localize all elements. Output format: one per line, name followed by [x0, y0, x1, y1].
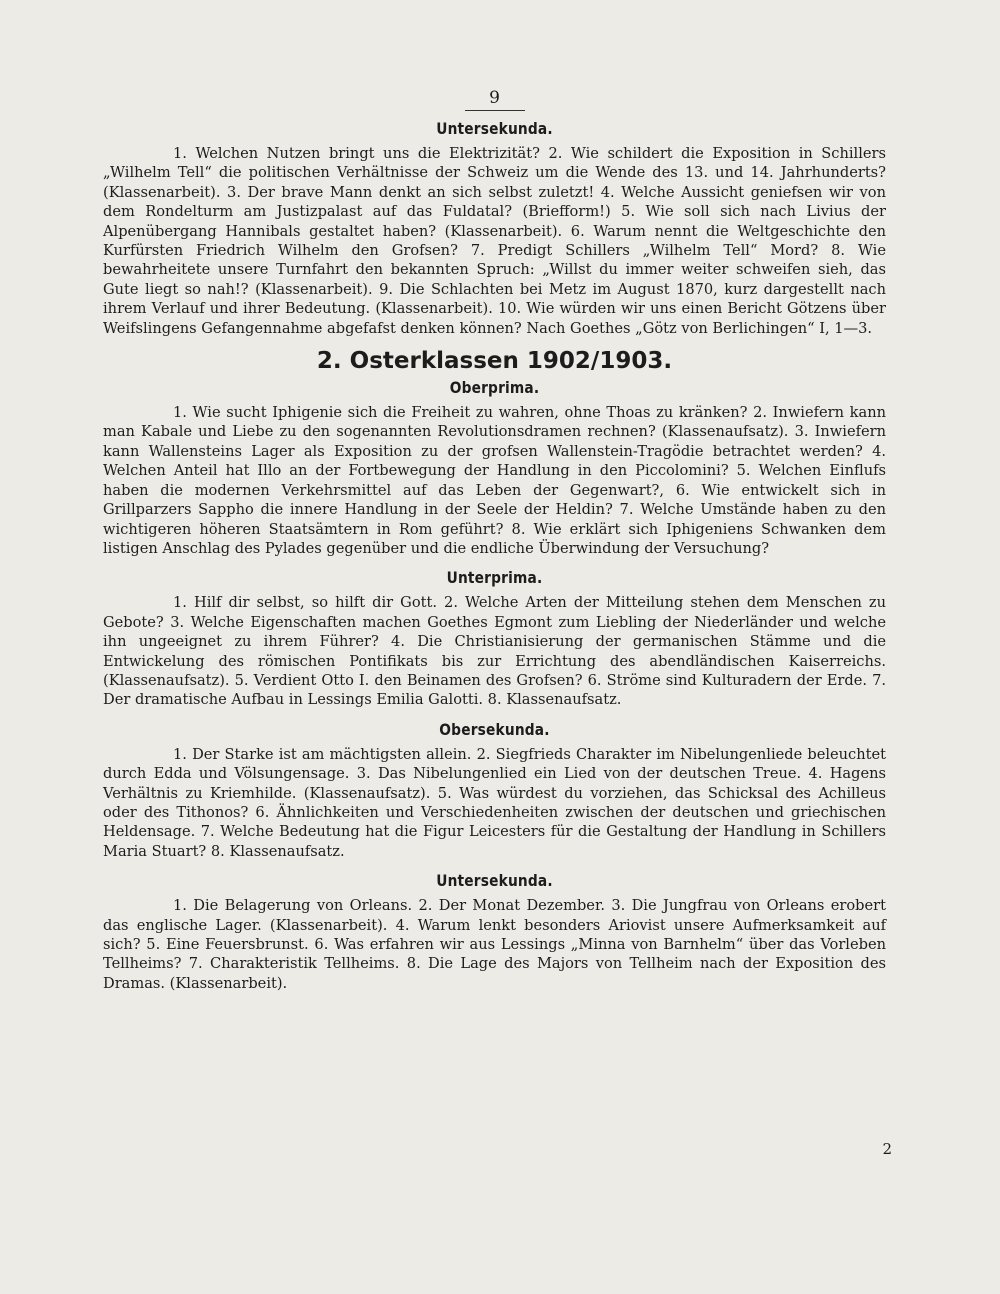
topics-oberprima: 1. Wie sucht Iphigenie sich die Freiheit zu wahren, ohne Thoas zu kränken? 2. Inwiefern kann man Kabale und Liebe zu den sogenannten Revolutionsdramen rechnen? (Klassenaufsatz). 3. Inwiefern kann Wallensteins Lager als Exposition zu der grofsen Wallenstein-Tragödie betrachtet werden? 4. Welchen Anteil hat Illo an der Fortbewegung der Handlung in den Piccolomini? 5. Welchen Einflufs haben die modernen Verkehrsmittel auf das Leben der Gegenwart?, 6. Wie entwickelt sich in Grillparzers Sappho die innere Handlung in der Seele der Heldin? 7. Welche Umstände haben zu den wichtigeren höheren Staatsämtern in Rom geführt? 8. Wie erklärt sich Iphigeniens Schwanken dem listigen Anschlag des Pylades gegenüber und die endliche Überwindung der Versuchung? [103, 404, 886, 557]
heading-untersekunda-1: Untersekunda. [436, 119, 553, 138]
topics-unterprima: 1. Hilf dir selbst, so hilft dir Gott. 2. Welche Arten der Mitteilung stehen dem Menschen zu Gebote? 3. Welche Eigenschaften machen Goethes Egmont zum Liebling der Niederländer und welche ihn ungeeignet zu ihrem Führer? 4. Die Christianisierung der germanischen Stämme und die Entwickelung des römischen Pontifikats bis zur Errichtung des abendländischen Kaiserreichs. (Klassenaufsatz). 5. Verdient Otto I. den Beinamen des Grofsen? 6. Ströme sind Kulturadern der Erde. 7. Der dramatische Aufbau in Lessings Emilia Galotti. 8. Klassenaufsatz. [103, 594, 886, 709]
page-number: 9 [489, 88, 500, 108]
page-number-rule [465, 110, 525, 111]
topics-obersekunda: 1. Der Starke ist am mächtigsten allein. 2. Siegfrieds Charakter im Nibelungenliede beleuchtet durch Edda und Völsungensage. 3. Das Nibelungenlied ein Lied von der deutschen Treue. 4. Hagens Verhältnis zu Kriemhilde. (Klassenaufsatz). 5. Was würdest du vorziehen, das Schicksal des Achilleus oder des Tithonos? 6. Ähnlichkeiten und Verschiedenheiten zwischen der deutschen und griechischen Heldensage. 7. Welche Bedeutung hat die Figur Leicesters für die Gestaltung der Handlung in Schillers Maria Stuart? 8. Klassenaufsatz. [103, 745, 886, 860]
heading-untersekunda-2: Untersekunda. [436, 871, 553, 891]
topics-untersekunda-1: 1. Welchen Nutzen bringt uns die Elektrizität? 2. Wie schildert die Exposition in Schillers „Wilhelm Tell“ die politischen Verhältnisse der Schweiz um die Wende des 13. und 14. Jahrhunderts? (Klassenarbeit). 3. Der brave Mann denkt an sich selbst zuletzt! 4. Welche Aussicht geniefsen wir von dem Rondelturm am Justizpalast auf das Fuldatal? (Briefform!) 5. Wie soll sich nach Livius der Alpenübergang Hannibals gestaltet haben? (Klassenarbeit). 6. Warum nennt die Weltgeschichte den Kurfürsten Friedrich Wilhelm den Grofsen? 7. Predigt Schillers „Wilhelm Tell“ Mord? 8. Wie bewahrheitete unsere Turnfahrt den bekannten Spruch: „Willst du immer weiter schweifen sieh, das Gute liegt so nah!? (Klassenarbeit). 9. Die Schlachten bei Metz im August 1870, kurz dargestellt nach ihrem Verlauf und ihrer Bedeutung. (Klassenarbeit). 10. Wie würden wir uns einen Bericht Götzens über Weifslingens Gefangennahme abgefafst denken können? Nach Goethes „Götz von Berlichingen“ I, 1—3. [103, 145, 886, 337]
heading-obersekunda: Obersekunda. [439, 719, 550, 739]
heading-oberprima: Oberprima. [449, 378, 540, 398]
document-page [103, 88, 886, 1003]
heading-osterklassen: 2. Osterklassen 1902/1903. [316, 348, 673, 375]
heading-unterprima: Unterprima. [446, 568, 543, 588]
signature-mark: 2 [882, 1140, 892, 1158]
topics-untersekunda-2: 1. Die Belagerung von Orleans. 2. Der Monat Dezember. 3. Die Jungfrau von Orleans erobert das englische Lager. (Klassenarbeit). 4. Warum lenkt besonders Ariovist unsere Aufmerksamkeit auf sich? 5. Eine Feuersbrunst. 6. Was erfahren wir aus Lessings „Minna von Barnhelm“ über das Vorleben Tellheims? 7. Charakteristik Tellheims. 8. Die Lage des Majors von Tellheim nach der Exposition des Dramas. (Klassenarbeit). [103, 897, 886, 992]
